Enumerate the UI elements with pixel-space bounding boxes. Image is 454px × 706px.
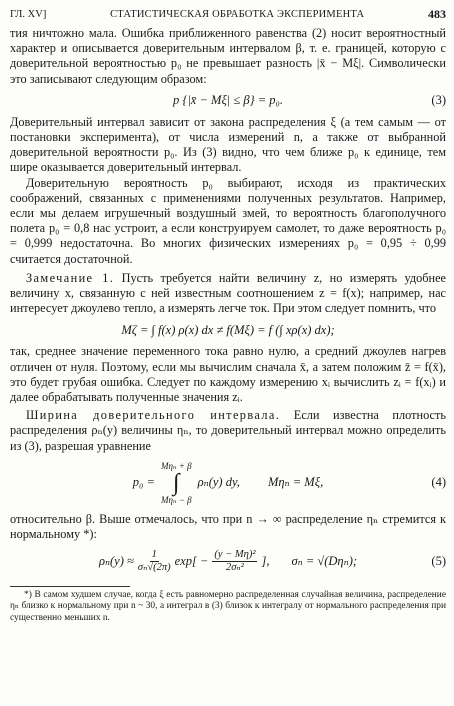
equation-joule-body: Mζ = ∫ f(x) ρ(x) dx ≠ f(Mξ) = f (∫ xρ(x) dx); — [121, 322, 335, 337]
equation-4-number: (4) — [431, 475, 446, 490]
equation-4 — [10, 454, 446, 512]
fraction-numerator: 1 — [151, 548, 157, 560]
equation-5-lhs: ρₙ(y) ≈ — [98, 553, 134, 568]
equation-5-sigma: σₙ = √(Dηₙ); — [291, 553, 358, 568]
integral-upper-limit: Mηₙ + β — [160, 460, 192, 471]
exponent-denominator: 2σₙ² — [226, 561, 244, 573]
paragraph-remark-1 — [10, 271, 446, 317]
equation-3-body: p {|x̄ − Mξ| ≤ β} = p₀. — [173, 93, 283, 108]
paragraph-3: Доверительную вероятность p₀ выбирают, исходя из практических соображений, связанных с применениями полученных результатов. Например, если мы делаем игрушечный воздушный змей, то вероятность благополучного полета p₀ = 0,8 нас устроит, а если конструируем самолет, то даже вероятность p₀ = 0,999 недостаточна. Во многих физических измерениях p₀ = 0,95 ÷ 0,99 считается достаточной. — [10, 175, 446, 266]
paragraph-5: так, среднее значение переменного тока равно нулю, а средний джоулев нагрев отличен от нуля. Поэтому, если мы вычислим сначала x̄, а затем положим z̄ = f(x̄), это будет грубая ошибка. Следует по каждому измерению xᵢ вычислить zᵢ = f(xᵢ) и далее обрабатывать полученные значения zᵢ. — [10, 344, 446, 405]
equation-5-number: (5) — [431, 553, 446, 568]
remark-text: Пусть требуется найти величину z, но измерять удобнее величину x, связанную с ней известным соотношением z = f(x); например, нас интересует джоулево тепло, а измерять легче ток. При этом следует помнить, что — [10, 270, 446, 316]
book-page — [10, 6, 446, 624]
equation-5-body — [10, 549, 446, 574]
width-lead: Ширина доверительного интервала. — [26, 408, 281, 423]
equation-joule — [10, 316, 446, 344]
equation-5 — [10, 542, 446, 580]
exponent-numerator: (y − Mη)² — [214, 548, 256, 560]
equation-4-integrand: ρₙ(y) dy, — [197, 475, 240, 490]
paragraph-2: Доверительный интервал зависит от закона распределения ξ (а тем самым — от постановки эксперимента), от числа измерений n, а также от выбранной доверительной вероятности p₀. Из (3) видно, что чем ближе p₀ к единице, тем шире оказывается доверительный интервал. — [10, 114, 446, 175]
integral-limits — [161, 461, 192, 505]
page-number: 483 — [428, 6, 446, 21]
exponent-fraction — [212, 549, 257, 574]
equation-4-body — [10, 461, 446, 505]
running-header — [10, 6, 446, 22]
equation-4-right: Mηₙ = Mξ, — [267, 475, 324, 490]
equation-4-left: p₀ = — [132, 475, 155, 490]
footnote: *) В самом худшем случае, когда ξ есть равномерно распределенная случайная величина, распределение ηₙ близко к нормальному при n ~ 30, а интеграл в (3) близок к интегралу от нормального распределения при существенно меньших n. — [10, 590, 446, 623]
integral-lower-limit: Mηₙ − β — [160, 494, 192, 505]
body-text — [10, 26, 446, 580]
integral-sign-icon: ∫ — [173, 469, 180, 496]
chapter-title: СТАТИСТИЧЕСКАЯ ОБРАБОТКА ЭКСПЕРИМЕНТА — [110, 8, 365, 20]
width-text: Если известна плотность распределения ρₙ(y) величины ηₙ, то доверительный интервал можно определить из (3), разрешая уравнение — [10, 408, 446, 453]
footnote-rule — [10, 586, 130, 587]
equation-5-fraction — [138, 549, 171, 574]
equation-5-exp: exp[ − — [174, 553, 209, 568]
equation-3 — [10, 87, 446, 115]
remark-lead: Замечание 1. — [26, 270, 115, 285]
paragraph-7: относительно β. Выше отмечалось, что при n → ∞ распределение ηₙ стремится к нормальному *): — [10, 511, 446, 542]
equation-3-number: (3) — [431, 93, 446, 108]
paragraph-width — [10, 408, 446, 454]
paragraph-1: тия ничтожно мала. Ошибка приближенного равенства (2) носит вероятностный характер и описывается доверительным интервалом β, т. е. границей, которую с доверительной вероятностью p₀ не превышает разность |x̄ − Mξ|. Символически это записывают следующим образом: — [10, 26, 446, 86]
equation-5-close: ], — [261, 553, 270, 568]
chapter-label: ГЛ. XV] — [10, 8, 47, 20]
fraction-denominator: σₙ√(2π) — [137, 561, 171, 573]
